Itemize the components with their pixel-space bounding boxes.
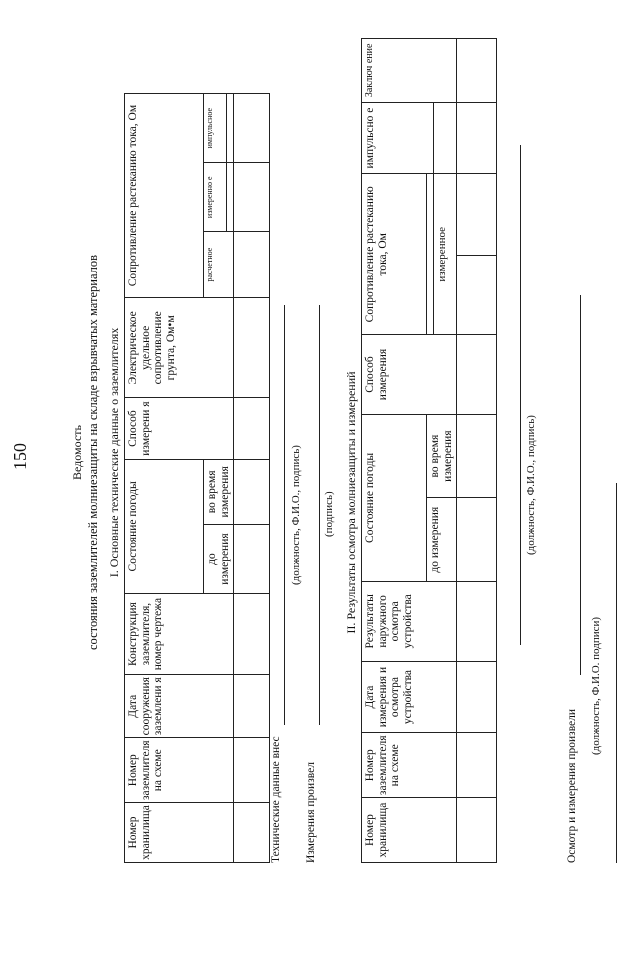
header-impulse: импульсно е	[362, 102, 434, 174]
header-method: Способ измерения	[362, 335, 457, 415]
table-row	[234, 94, 270, 863]
inspected-by-label: Осмотр и измерения произвели	[566, 708, 578, 863]
header-resistance: Сопротивление растеканию тока, Ом	[362, 174, 427, 335]
tech-data-caption: (должность, Ф.И.О., подпись)	[290, 445, 302, 585]
section2-heading: II. Результаты осмотра молниезащиты и измерений	[344, 371, 358, 634]
section1-table	[124, 93, 270, 863]
header-resistivity: Электрическое удельное сопротивление грунта, Ом•м	[125, 298, 234, 398]
header-weather-before: до измерения	[204, 525, 234, 594]
header-grounding-no: Номер заземлителя на схеме	[362, 733, 457, 798]
table-cell	[234, 398, 270, 459]
header-measured: измеренно е	[204, 163, 227, 232]
tech-data-label: Технические данные внес	[270, 736, 282, 863]
table-cell	[457, 335, 497, 415]
inspected-by-signature-line	[580, 295, 581, 675]
header-inspection-results: Результаты наружного осмотра устройства	[362, 581, 457, 661]
header-measured: измеренное	[434, 174, 457, 335]
header-design: Конструкция заземлителя, номер чертежа	[125, 594, 234, 675]
measured-by-caption: (подпись)	[323, 491, 335, 537]
table-cell	[234, 459, 270, 524]
header-method: Способ измерени я	[125, 398, 234, 459]
document-title: Ведомость	[70, 425, 84, 480]
table-row	[457, 39, 497, 863]
header-weather-during: во время измерения	[204, 459, 234, 524]
header-conclusion: Заключ ение	[362, 39, 457, 103]
table-cell	[234, 675, 270, 738]
table-cell	[457, 174, 497, 255]
table-cell	[457, 498, 497, 582]
table-cell	[457, 733, 497, 798]
table-cell	[234, 94, 270, 163]
page-number: 150	[10, 443, 30, 470]
header-resistance: Сопротивление растеканию тока, Ом	[125, 94, 204, 298]
document-subtitle: состояния заземлителей молниезащиты на складе взрывчатых материалов	[86, 255, 100, 651]
header-weather: Состояние погоды	[362, 414, 427, 581]
measured-by-signature-line	[319, 305, 320, 725]
header-measured-spacer	[227, 163, 234, 232]
table-cell	[457, 581, 497, 661]
header-weather: Состояние погоды	[125, 459, 204, 593]
section2-signature-line	[520, 145, 521, 645]
table-cell	[234, 163, 270, 232]
header-impulse: импульсное	[204, 94, 227, 163]
inspected-by-caption: (должность, Ф.И.О. подписи)	[590, 616, 602, 755]
header-weather-during: во время измерения	[427, 414, 457, 498]
table-cell	[457, 414, 497, 498]
table-cell	[234, 298, 270, 398]
header-impulse-spacer	[434, 102, 457, 174]
table-cell	[457, 255, 497, 334]
section2-table	[361, 38, 497, 863]
header-calc: расчетное	[204, 232, 234, 298]
header-impulse-spacer	[227, 94, 234, 163]
table-cell	[457, 102, 497, 174]
header-storage-no: Номер хранилища	[125, 803, 234, 863]
header-resistance-spacer	[427, 174, 434, 335]
table-cell	[457, 798, 497, 863]
section1-heading: I. Основные технические данные о заземлителях	[107, 327, 121, 578]
header-build-date: Дата сооружения заземлени я	[125, 675, 234, 738]
table-cell	[234, 594, 270, 675]
table-cell	[457, 661, 497, 733]
inspected-by-second-line	[616, 483, 617, 863]
header-storage-no: Номер хранилища	[362, 798, 457, 863]
table-cell	[234, 738, 270, 803]
header-weather-before: до измерения	[427, 498, 457, 582]
measured-by-label: Измерения произвел	[305, 762, 317, 863]
table-cell	[234, 525, 270, 594]
header-inspection-date: Дата измерения и осмотра устройства	[362, 661, 457, 733]
table-cell	[457, 39, 497, 103]
table-cell	[234, 232, 270, 298]
header-grounding-no: Номер заземлителя на схеме	[125, 738, 234, 803]
tech-data-signature-line	[284, 305, 285, 725]
table-cell	[234, 803, 270, 863]
section2-signature-caption: (должность, Ф.И.О., подпись)	[525, 415, 537, 555]
